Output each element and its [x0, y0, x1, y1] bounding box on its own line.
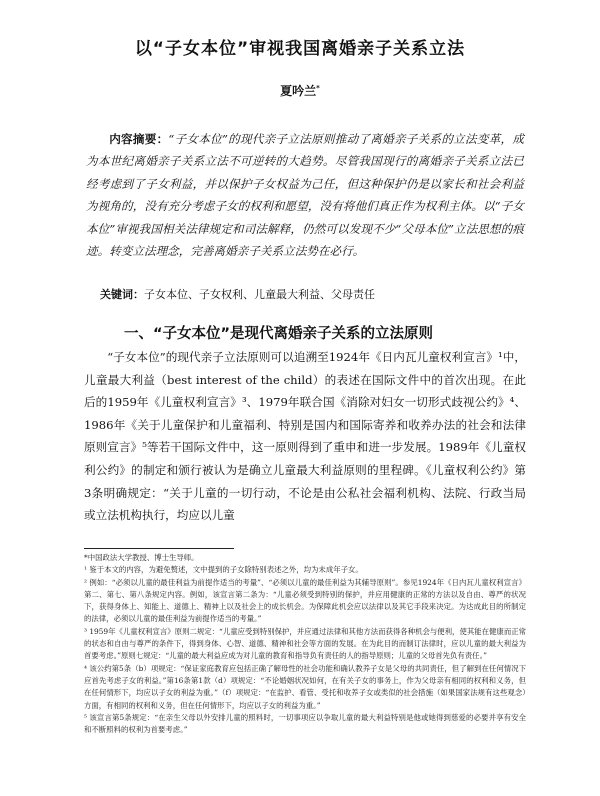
author-line — [0, 82, 600, 99]
footnotes — [84, 552, 526, 736]
author-name: 夏吟兰 — [280, 84, 317, 98]
abstract-label: 内容摘要： — [109, 132, 169, 146]
footnote-4: ⁴ 该公约第5条（b）项规定：“保证家庭教育应包括正确了解母性的社会功能和确认教养子女是父母的共同责任，但了解到在任何情况下应首先考虑子女的利益。”第16条第1款（d）项规定：“不论婚姻状况如何，在有关子女的事务上，作为父母亲有相同的权利和义务，但在任何情形下，均应以子女的利益为重。”（f）项规定：“在监护、看管、受托和收养子女或类似的社会措施（如果国家法规有这些观念）方面，有相同的权利和义务，但在任何情形下，均应以子女的利益为重。” — [84, 663, 526, 710]
footnote-2: ² 例如：“必须以儿童的最佳利益为前提作适当的考量”、“必须以儿童的最佳利益为其辅导原则”。参见1924年《日内瓦儿童权利宣言》第二、第七、第八条规定内容。例如，该宣言第二条为：“儿童必须受到特别的保护，并应用健康的正常的方法以及自由、尊严的状况下，获得身体上、知能上、道德上、精神上以及社会上的成长机会。为保障此机会应以法律以及其它手段来决定。为达成此目的所制定的法律，必须以儿童的最佳利益为前提作适当的考量。” — [84, 577, 526, 624]
abstract — [86, 128, 524, 262]
footnote-5: ⁵ 该宣言第5条规定：“在亲生父母以外安排儿童的照料时，一切事项应以争取儿童的最大利益特别是他或她得到慈爱的必要并享有安全和不断照料的权利为首要考虑。” — [84, 712, 526, 735]
author-footnote-mark: * — [316, 84, 320, 92]
footnote-1: ¹ 鉴于本文的内容，为避免赘述，文中提到的子女除特别表述之外，均为未成年子女。 — [84, 565, 363, 575]
footnote-3: ³ 1959年《儿童权利宣言》原则二规定：“儿童应受到特别保护，并应通过法律和其他方法而获得各种机会与便利，使其能在健康而正常的状态和自由与尊严的条件下，得到身体、心智、道德、精神和社会等方面的发展。在为此目的而制订法律时，应以儿童的最大利益为首要考虑。”原则七规定：“儿童的最大利益应成为对儿童的教育和指导负有责任的人的指导原则；儿童的父母首先负有责任。” — [84, 626, 526, 661]
footnote-author: *中国政法大学教授、博士生导师。 — [84, 553, 199, 562]
keywords-text: 子女本位、子女权利、儿童最大利益、父母责任 — [144, 288, 375, 301]
keywords — [100, 286, 524, 304]
keywords-label: 关键词： — [100, 288, 144, 301]
section-heading: 一、“子女本位”是现代离婚亲子关系的立法原则 — [124, 326, 434, 342]
body-paragraph: “子女本位”的现代亲子立法原则可以追溯至1924年《日内瓦儿童权利宣言》¹中，儿童最大利益（best interest of the child）的表述在国际文件中的首次出现。在此后的1959年《儿童权利宣言》³、1979年联合国《消除对妇女一切形式歧视公约》⁴、1986年《关于儿童保护和儿童福利、特别是国内和国际寄养和收养办法的社会和法律原则宣言》⁵等若干国际文件中，这一原则得到了重申和进一步发展。1989年《儿童权利公约》的制定和颁行被认为是确立儿童最大利益原则的里程碑。《儿童权利公约》第3条明确规定：“关于儿童的一切行动，不论是由公私社会福利机构、法院、行政当局或立法机构执行，均应以儿童 — [84, 350, 526, 523]
footnote-divider — [84, 548, 234, 549]
abstract-text: “子女本位”的现代亲子立法原则推动了离婚亲子关系的立法变革，成为本世纪离婚亲子关系立法不可逆转的大趋势。尽管我国现行的离婚亲子关系立法已经考虑到了子女利益，并以保护子女权益为己任，但这种保护仍是以家长和社会利益为视角的，没有充分考虑子女的权利和愿望，没有将他们真正作为权利主体。以“子女本位”审视我国相关法律规定和司法解释，仍然可以发现不少“父母本位”立法思想的痕迹。转变立法理念，完善离婚亲子关系立法势在必行。 — [86, 132, 524, 259]
article-title: 以“子女本位”审视我国离婚亲子关系立法 — [134, 39, 466, 59]
